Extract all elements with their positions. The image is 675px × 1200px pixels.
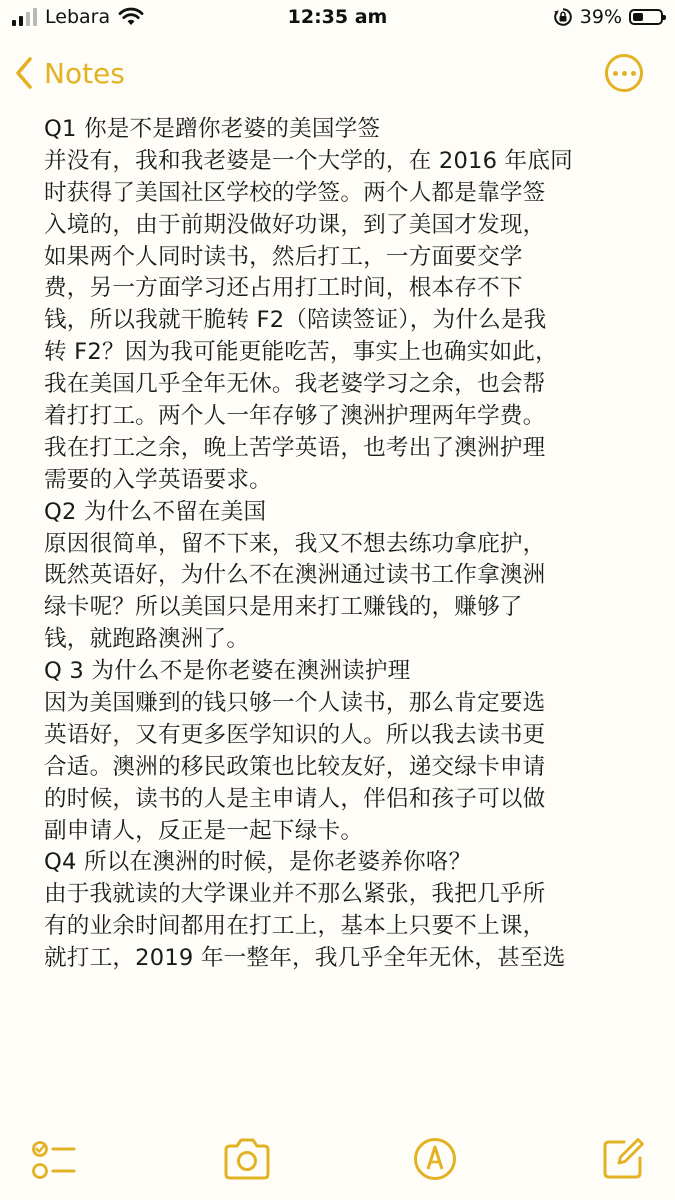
navigation-bar xyxy=(0,50,675,106)
note-line: 绿卡呢？所以美国只是用来打工赚钱的，赚够了 xyxy=(44,594,523,621)
note-line: 原因很简单，留不下来，我又不想去练功拿庇护， xyxy=(44,530,546,557)
note-line: 如果两个人同时读书，然后打工，一方面要交学 xyxy=(44,243,523,270)
compose-icon[interactable] xyxy=(600,1136,646,1182)
note-line: 因为美国赚到的钱只够一个人读书，那么肯定要选 xyxy=(44,690,546,717)
markup-icon[interactable] xyxy=(412,1136,458,1182)
note-line: 的时候，读书的人是主申请人，伴侣和孩子可以做 xyxy=(44,785,546,812)
note-line: 时获得了美国社区学校的学签。两个人都是靠学签 xyxy=(44,179,546,206)
note-line: 入境的，由于前期没做好功课，到了美国才发现， xyxy=(44,211,546,238)
note-line: 英语好，又有更多医学知识的人。所以我去读书更 xyxy=(44,721,546,748)
note-line: 有的业余时间都用在打工上，基本上只要不上课， xyxy=(44,913,546,940)
note-line: 钱，所以我就干脆转 F2（陪读签证），为什么是我 xyxy=(44,307,547,334)
battery-icon xyxy=(629,9,663,25)
bottom-toolbar xyxy=(0,1136,675,1186)
note-line: 转 F2？因为我可能更能吃苦，事实上也确实如此， xyxy=(44,339,558,366)
chevron-left-icon xyxy=(14,56,34,90)
note-line: 并没有，我和我老婆是一个大学的，在 2016 年底同 xyxy=(44,147,573,174)
note-line: 我在美国几乎全年无休。我老婆学习之余，也会帮 xyxy=(44,371,546,398)
orientation-lock-icon xyxy=(553,7,573,27)
note-line: 我在打工之余，晚上苦学英语，也考出了澳洲护理 xyxy=(44,434,546,461)
note-line: 费，另一方面学习还占用打工时间，根本存不下 xyxy=(44,275,523,302)
battery-level xyxy=(633,13,643,21)
note-line: 既然英语好，为什么不在澳洲通过读书工作拿澳洲 xyxy=(44,562,546,589)
note-line: 钱，就跑路澳洲了。 xyxy=(44,626,250,653)
note-line: 着打打工。两个人一年存够了澳洲护理两年学费。 xyxy=(44,403,546,430)
note-line: Q 3 为什么不是你老婆在澳洲读护理 xyxy=(44,658,411,685)
ellipsis-icon xyxy=(613,71,618,76)
note-line: Q2 为什么不留在美国 xyxy=(44,498,267,525)
carrier-name: Lebara xyxy=(45,6,111,28)
note-line: Q1 你是不是蹭你老婆的美国学签 xyxy=(44,116,381,142)
checklist-icon[interactable] xyxy=(30,1136,78,1184)
note-line: 就打工，2019 年一整年，我几乎全年无休，甚至选 xyxy=(44,945,566,972)
status-bar xyxy=(0,0,675,38)
camera-icon[interactable] xyxy=(222,1136,272,1182)
back-button-label: Notes xyxy=(44,56,125,90)
note-line: 由于我就读的大学课业并不那么紧张，我把几乎所 xyxy=(44,881,546,908)
status-time: 12:35 am xyxy=(287,6,388,28)
status-bar-right xyxy=(553,6,663,28)
more-options-button[interactable] xyxy=(605,54,643,92)
note-line: 合适。澳洲的移民政策也比较友好，递交绿卡申请 xyxy=(44,753,546,780)
note-line: 需要的入学英语要求。 xyxy=(44,466,272,493)
back-button[interactable] xyxy=(14,56,125,90)
note-line: Q4 所以在澳洲的时候，是你老婆养你咯？ xyxy=(44,849,472,876)
note-line: 副申请人，反正是一起下绿卡。 xyxy=(44,817,364,844)
note-body[interactable] xyxy=(44,114,634,1126)
battery-percent: 39% xyxy=(579,6,622,28)
